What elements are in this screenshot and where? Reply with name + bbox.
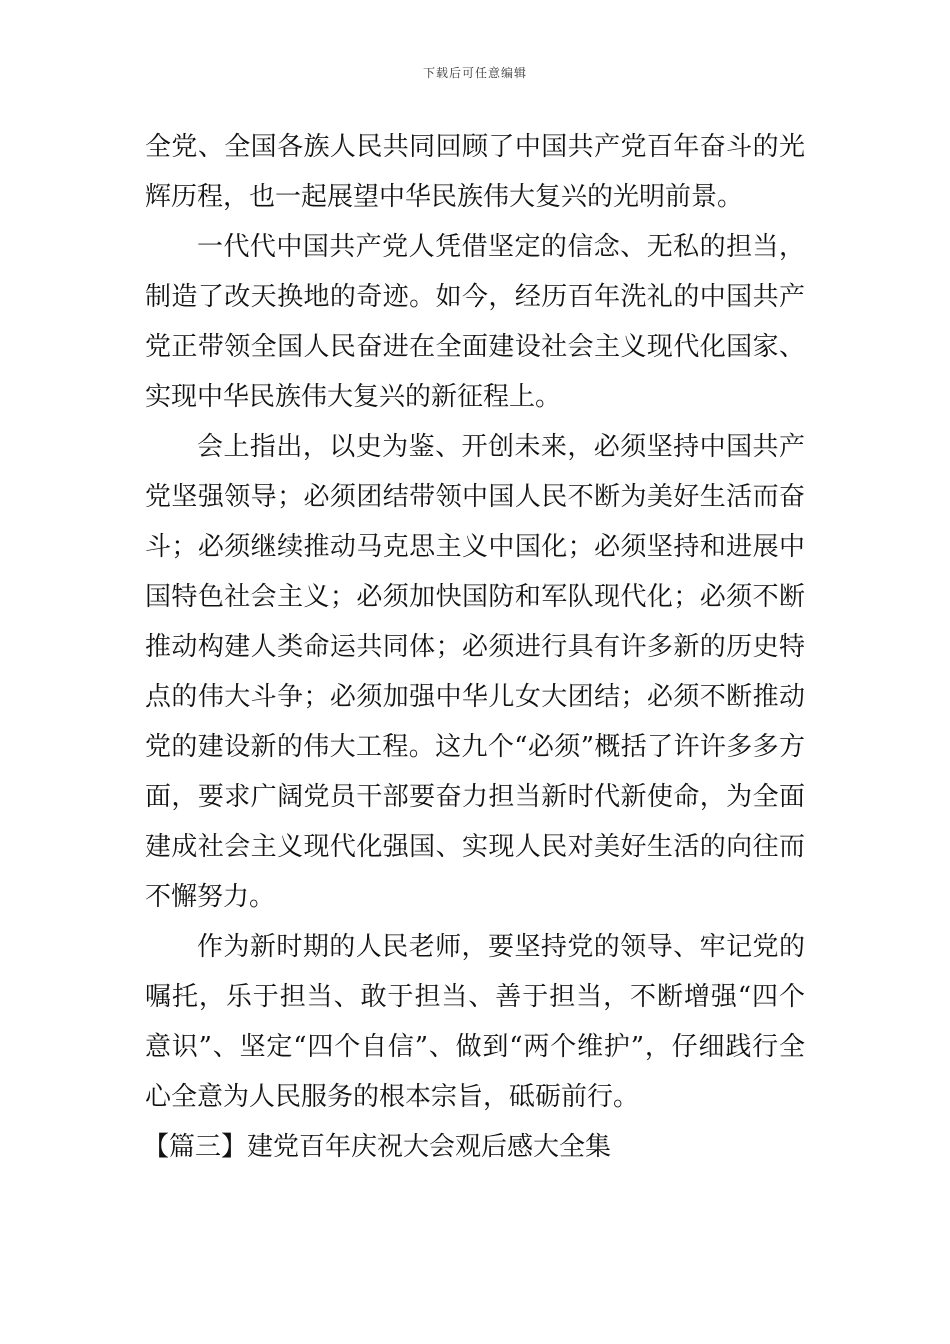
- section-title: 【篇三】建党百年庆祝大会观后感大全集: [143, 1132, 612, 1162]
- paragraph-2: 一代代中国共产党人凭借坚定的信念、无私的担当，制造了改天换地的奇迹。如今，经历百年洗礼的中国共产党正带领全国人民奋进在全面建设社会主义现代化国家、实现中华民族伟大复兴的新征程上。: [145, 232, 805, 412]
- paragraph-3: 会上指出，以史为鉴、开创未来，必须坚持中国共产党坚强领导；必须团结带领中国人民不断为美好生活而奋斗；必须继续推动马克思主义中国化；必须坚持和进展中国特色社会主义；必须加快国防和军队现代化；必须不断推动构建人类命运共同体；必须进行具有许多新的历史特点的伟大斗争；必须加强中华儿女大团结；必须不断推动党的建设新的伟大工程。这九个“必须”概括了许许多多方面，要求广阔党员干部要奋力担当新时代新使命，为全面建成社会主义现代化强国、实现人民对美好生活的向往而不懈努力。: [145, 432, 805, 912]
- page-header: 下载后可任意编辑: [422, 66, 527, 80]
- paragraph-1: 全党、全国各族人民共同回顾了中国共产党百年奋斗的光辉历程，也一起展望中华民族伟大复兴的光明前景。: [145, 132, 805, 212]
- paragraph-4: 作为新时期的人民老师，要坚持党的领导、牢记党的嘱托，乐于担当、敢于担当、善于担当，不断增强“四个意识”、坚定“四个自信”、做到“两个维护”，仔细践行全心全意为人民服务的根本宗旨，砥砺前行。: [145, 932, 805, 1112]
- document-body: [145, 122, 805, 1172]
